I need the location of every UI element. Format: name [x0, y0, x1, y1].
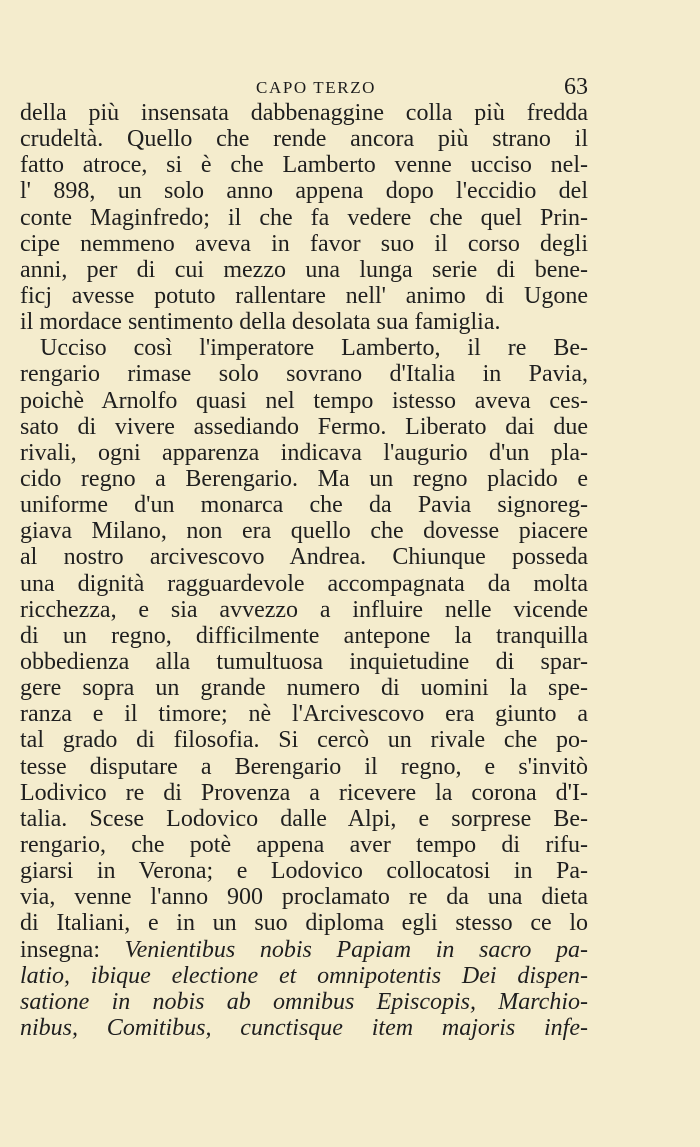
text-line: giarsi in Verona; e Lodovico collocatosi in Pa- [20, 858, 588, 885]
text-line: ricchezza, e sia avvezzo a influire nelle vicende [20, 596, 588, 623]
paragraph-end-line: il mordace sentimento della desolata sua famiglia. [20, 309, 501, 336]
text-line: della più insensata dabbenaggine colla più fredda [20, 100, 588, 126]
latin-quotation-line: latio, ibique electione et omnipotentis Dei dispen- [20, 962, 588, 989]
text-line: cido regno a Berengario. Ma un regno placido e [20, 465, 588, 492]
roman-segment: insegna: [20, 936, 125, 963]
text-line: conte Maginfredo; il che fa vedere che quel Prin- [20, 204, 588, 231]
text-line: anni, per di cui mezzo una lunga serie di bene- [20, 256, 588, 283]
text-line: rengario, che potè appena aver tempo di rifu- [20, 831, 588, 858]
text-line: crudeltà. Quello che rende ancora più strano il [20, 126, 588, 153]
latin-quotation-line: satione in nobis ab omnibus Episcopis, Marchio- [20, 988, 588, 1015]
latin-quotation-segment: Venientibus nobis Papiam in sacro pa- [124, 936, 589, 963]
text-line: cipe nemmeno aveva in favor suo il corso degli [20, 230, 588, 257]
mixed-text-line [20, 937, 588, 963]
text-line: talia. Scese Lodovico dalle Alpi, e sorprese Be- [20, 805, 588, 832]
running-title: CAPO TERZO [256, 78, 377, 97]
text-line: tal grado di filosofia. Si cercò un rivale che po- [20, 727, 588, 754]
text-line: di Italiani, e in un suo diploma egli stesso ce lo [20, 910, 588, 937]
page-number: 63 [564, 74, 588, 100]
text-line: ficj avesse potuto rallentare nell' animo di Ugone [20, 282, 588, 309]
text-line: fatto atroce, si è che Lamberto venne ucciso nel- [20, 152, 588, 179]
text-line: una dignità ragguardevole accompagnata da molta [20, 570, 588, 597]
text-line: rengario rimase solo sovrano d'Italia in Pavia, [20, 361, 588, 388]
text-line: tesse disputare a Berengario il regno, e s'invitò [20, 753, 588, 780]
text-line: Lodivico re di Provenza a ricevere la corona d'I- [20, 779, 588, 806]
text-line: obbedienza alla tumultuosa inquietudine di spar- [20, 648, 588, 675]
text-line: poichè Arnolfo quasi nel tempo istesso aveva ces- [20, 387, 588, 414]
body-text [20, 100, 588, 1041]
text-line: sato di vivere assediando Fermo. Liberato dai due [20, 413, 588, 440]
text-line: di un regno, difficilmente antepone la tranquilla [20, 622, 588, 649]
text-line: l' 898, un solo anno appena dopo l'eccidio del [20, 178, 588, 205]
text-line: gere sopra un grande numero di uomini la spe- [20, 675, 588, 702]
text-line: uniforme d'un monarca che da Pavia signoreg- [20, 492, 588, 519]
latin-quotation-line: nibus, Comitibus, cunctisque item majoris infe- [20, 1014, 588, 1041]
text-line: rivali, ogni apparenza indicava l'augurio d'un pla- [20, 439, 588, 466]
paragraph-start-line: Ucciso così l'imperatore Lamberto, il re Be- [40, 335, 588, 362]
text-line: via, venne l'anno 900 proclamato re da una dieta [20, 884, 588, 911]
text-line: ranza e il timore; nè l'Arcivescovo era giunto a [20, 701, 588, 728]
text-line: al nostro arcivescovo Andrea. Chiunque posseda [20, 544, 588, 571]
text-line: giava Milano, non era quello che dovesse piacere [20, 518, 588, 545]
